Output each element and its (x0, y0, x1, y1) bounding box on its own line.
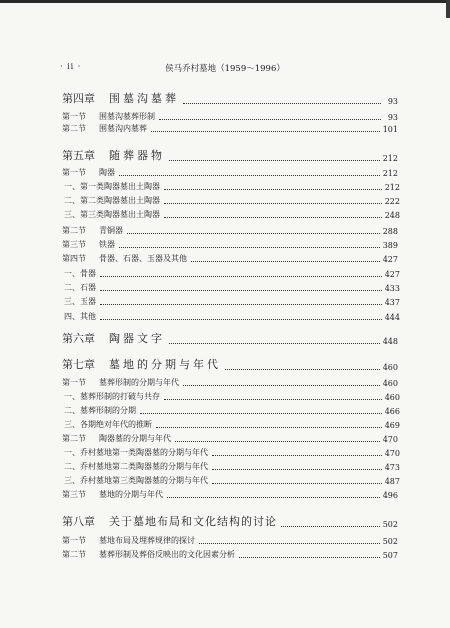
page-number-mark: · ii · (60, 62, 82, 71)
toc-entry-label (62, 167, 115, 178)
dot-leader (100, 303, 382, 305)
toc-entry-label (62, 90, 179, 106)
dot-leader (175, 440, 380, 442)
toc-entry-label (62, 377, 179, 388)
dot-leader (119, 174, 380, 176)
toc-entry-label (64, 475, 208, 486)
toc-entry-label (62, 330, 165, 346)
toc-entry-label (62, 549, 235, 560)
dot-leader (100, 318, 382, 320)
toc-entry-label (64, 405, 136, 416)
chapter-title: 墓地的分期与年代 (109, 358, 221, 371)
page-number: 101 (382, 125, 398, 134)
toc-subsection-row (64, 209, 400, 220)
page-number: 469 (384, 421, 400, 430)
section-number: 第一节 (62, 536, 86, 545)
dot-leader (169, 342, 380, 344)
toc-entry-label (64, 419, 152, 430)
entry-title: 二、乔村墓地第二类陶器墓的分期与年代 (64, 462, 208, 471)
entry-title: 陶器 (99, 168, 115, 177)
dot-leader (212, 482, 382, 484)
entry-title: 二、石器 (64, 283, 96, 292)
entry-title: 青铜器 (99, 226, 123, 235)
toc-section-row (62, 535, 398, 546)
toc-chapter-row (62, 330, 398, 346)
page-number: 487 (384, 477, 400, 486)
dot-leader (140, 412, 382, 414)
toc-entry-label (64, 461, 208, 472)
chapter-title: 围墓沟墓葬 (109, 92, 179, 105)
dot-leader (164, 202, 382, 204)
dot-leader (100, 275, 382, 277)
entry-title: 围墓沟内墓葬 (99, 124, 147, 133)
page-number: 437 (384, 298, 400, 307)
dot-leader (156, 426, 382, 428)
page-number: 93 (387, 113, 398, 122)
toc-subsection-row (64, 447, 400, 458)
toc-section-row (62, 253, 398, 264)
entry-title: 一、第一类陶器墓出土陶器 (64, 182, 160, 191)
toc-section-row (62, 123, 398, 134)
section-number: 第三节 (62, 490, 86, 499)
toc-subsection-row (64, 195, 400, 206)
dot-leader (281, 525, 380, 527)
entry-title: 一、乔村墓地第一类陶器墓的分期与年代 (64, 448, 208, 457)
toc-entry-label (64, 181, 160, 192)
page-number: 433 (384, 284, 400, 293)
toc-entry-label (62, 111, 155, 122)
page-number: 466 (384, 407, 400, 416)
toc-entry-label (62, 535, 195, 546)
page-number: 470 (384, 449, 400, 458)
dot-leader (191, 260, 380, 262)
section-number: 第四节 (62, 254, 86, 263)
toc-entry-label (64, 447, 208, 458)
toc-chapter-row (62, 356, 398, 372)
dot-leader (159, 118, 381, 120)
page-number: 448 (382, 337, 398, 346)
running-book-title: 侯马乔村墓地（1959～1996） (165, 64, 285, 74)
section-number: 第二节 (62, 124, 86, 133)
toc-subsection-row (64, 311, 400, 322)
toc-section-row (62, 239, 398, 250)
page-number: 473 (384, 463, 400, 472)
toc-section-row (62, 433, 398, 444)
entry-title: 四、其他 (64, 312, 96, 321)
toc-entry-label (64, 296, 96, 307)
chapter-number: 第五章 (62, 149, 95, 162)
chapter-title: 随葬器物 (109, 149, 165, 162)
toc-section-row (62, 225, 398, 236)
page-number: 460 (384, 393, 400, 402)
page-number: 389 (382, 241, 398, 250)
page-number: 460 (382, 379, 398, 388)
toc-entry-label (62, 253, 187, 264)
section-number: 第三节 (62, 240, 86, 249)
dot-leader (151, 130, 380, 132)
entry-title: 陶器墓的分期与年代 (99, 434, 171, 443)
toc-entry-label (62, 123, 147, 134)
entry-title: 三、各期绝对年代的推断 (64, 420, 152, 429)
dot-leader (127, 232, 380, 234)
entry-title: 墓地布局及埋葬规律的探讨 (99, 536, 195, 545)
dot-leader (212, 454, 382, 456)
toc-subsection-row (64, 461, 400, 472)
section-number: 第一节 (62, 168, 86, 177)
entry-title: 铁器 (99, 240, 115, 249)
toc-entry-label (64, 195, 160, 206)
toc-chapter-row (62, 90, 398, 106)
toc-chapter-row (62, 513, 398, 529)
chapter-number: 第八章 (62, 515, 95, 528)
toc-subsection-row (64, 391, 400, 402)
toc-section-row (62, 111, 398, 122)
dot-leader (169, 159, 380, 161)
dot-leader (199, 542, 380, 544)
entry-title: 三、第三类陶器墓出土陶器 (64, 210, 160, 219)
dot-leader (100, 289, 382, 291)
entry-title: 二、墓葬形制的分期 (64, 406, 136, 415)
toc-subsection-row (64, 282, 400, 293)
entry-title: 墓葬形制的分期与年代 (99, 378, 179, 387)
entry-title: 墓地的分期与年代 (99, 490, 163, 499)
page-number: 470 (382, 435, 398, 444)
page-number: 444 (384, 313, 400, 322)
section-number: 第二节 (62, 434, 86, 443)
toc-entry-label (64, 282, 96, 293)
entry-title: 墓葬形制及葬俗反映出的文化因素分析 (99, 550, 235, 559)
toc-entry-label (62, 239, 115, 250)
toc-subsection-row (64, 419, 400, 430)
toc-section-row (62, 167, 398, 178)
entry-title: 二、第二类陶器墓出土陶器 (64, 196, 160, 205)
page-number: 507 (382, 551, 398, 560)
dot-leader (164, 216, 382, 218)
toc-subsection-row (64, 296, 400, 307)
entry-title: 三、乔村墓地第三类陶器墓的分期与年代 (64, 476, 208, 485)
dot-leader (212, 468, 382, 470)
page-number: 248 (384, 211, 400, 220)
toc-entry-label (64, 391, 160, 402)
page-number: 212 (382, 169, 398, 178)
toc-entry-label (62, 147, 165, 163)
toc-entry-label (64, 311, 96, 322)
toc-entry-label (62, 489, 163, 500)
toc-entry-label (62, 513, 277, 529)
toc-section-row (62, 549, 398, 560)
page-number: 427 (382, 255, 398, 264)
section-number: 第一节 (62, 378, 86, 387)
toc-entry-label (64, 209, 160, 220)
page-number: 496 (382, 491, 398, 500)
page-number: 93 (387, 97, 398, 106)
toc-section-row (62, 377, 398, 388)
toc-entry-label (62, 225, 123, 236)
page-number: 502 (382, 537, 398, 546)
page-number: 212 (384, 183, 400, 192)
entry-title: 围墓沟墓葬形制 (99, 112, 155, 121)
dot-leader (164, 398, 382, 400)
dot-leader (164, 188, 382, 190)
entry-title: 三、玉器 (64, 297, 96, 306)
chapter-number: 第七章 (62, 358, 95, 371)
section-number: 第一节 (62, 112, 86, 121)
chapter-number: 第六章 (62, 332, 95, 345)
entry-title: 骨器、石器、玉器及其他 (99, 254, 187, 263)
chapter-title: 关于墓地布局和文化结构的讨论 (109, 515, 277, 528)
toc-entry-label (64, 268, 96, 279)
page-number: 288 (382, 227, 398, 236)
toc-chapter-row (62, 147, 398, 163)
page-number: 212 (382, 154, 398, 163)
page-number: 222 (384, 197, 400, 206)
toc-subsection-row (64, 268, 400, 279)
section-number: 第二节 (62, 226, 86, 235)
page-number: 427 (384, 270, 400, 279)
chapter-title: 陶器文字 (109, 332, 165, 345)
toc-entry-label (62, 356, 221, 372)
entry-title: 一、骨器 (64, 269, 96, 278)
toc-entry-label (62, 433, 171, 444)
page-number: 502 (382, 520, 398, 529)
toc-subsection-row (64, 181, 400, 192)
dot-leader (239, 556, 380, 558)
dot-leader (225, 368, 380, 370)
dot-leader (119, 246, 380, 248)
toc-subsection-row (64, 475, 400, 486)
dot-leader (167, 496, 380, 498)
section-number: 第二节 (62, 550, 86, 559)
dot-leader (183, 102, 381, 104)
toc-subsection-row (64, 405, 400, 416)
toc-section-row (62, 489, 398, 500)
chapter-number: 第四章 (62, 92, 95, 105)
page-number: 460 (382, 363, 398, 372)
entry-title: 一、墓葬形制的打破与共存 (64, 392, 160, 401)
dot-leader (183, 384, 380, 386)
